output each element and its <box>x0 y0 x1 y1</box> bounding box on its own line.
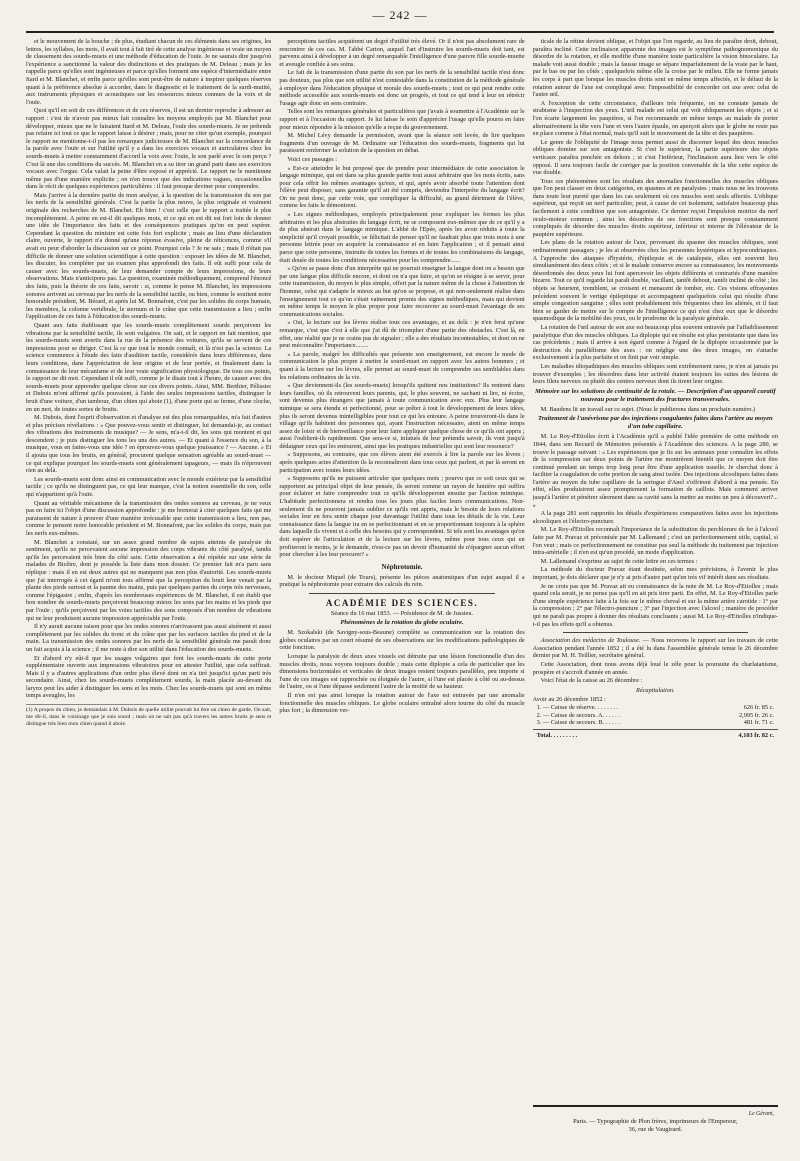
recap-amount: 2,995 fr. 26 c. <box>739 711 774 719</box>
paragraph: M. Michel Lévy demande la permission, avant que la séance soit levée, de lire quelques fragments d'un ouvrage de M. Ordinaire sur l'éducation des sourds-muets, fragments qui lui paraissent renfermer la solution de la question en débat. <box>279 132 525 155</box>
recapitulation-table <box>533 687 778 740</box>
recap-row <box>533 712 778 720</box>
recap-label: 2. — Caisse de secours. A. . . . . . <box>536 711 620 719</box>
paragraph: » Supposons qu'ils ne puissent articuler que quelques mots ; pourvu que ce soit ceux qui se rapportent au principal objet de leur pensée, ils seront comme un rayon de lumière qui suffira pour éclairer et faire comprendre tout ce qu'ils développeront ensuite par l'action mimique. L'habitude perfectionnera et rendra tous les jours plus faciles leurs communications. Non-seulement ils ne pourront jamais oublier ce qu'ils ont appris, mais le besoin de leurs relations sociales leur en fera sentir chaque jour davantage l'utilité dans tous les détails de la vie. Leur connaissance dans la langue ira en se perfectionnant et en se proportionnant toujours à la sphère dans laquelle ils vivent et à celle des besoins qui y correspondent. Si tels sont les avantages qu'on doit espérer de l'articulation et de la lecture sur les lèvres, même pour tous ceux qui en profiteront le moins, je le demande, n'est-ce pas un devoir d'humanité de n'épargner aucun effort pour chercher à les leur procurer? » <box>279 475 525 559</box>
paragraph: Il n'en est pas ainsi lorsque la rotation autour de l'axe est entravée par une anomalie fonctionnelle des muscles obliques. Le globe oculaire entraîné alors tourne du côté du muscle plus fort ; la dimension ver- <box>279 691 525 715</box>
paragraph: Les plans de la rotation autour de l'axe, provenant du spasme des muscles obliques, sont ordinairement passagers ; je les ai observées chez les personnes hystériques et hypocondriaques. A l'approche des attaques d'hystérie, d'épilepsie et de catalepsie, elles ont souvent lieu simultanément des deux côtés ; et si le malade conserve encore sa connaissance, les mouvements désordonnés des deux yeux lui font apercevoir les objets différents et contrariés d'une manière bizarre. Tout ce qu'il regarde lui paraît double, vacillant, tantôt debout, tantôt incliné de côté ; les objets se heurtent, tremblent, se croisent et menacent de tomber, etc. Ces visions effrayantes précèdent souvent le vertige épileptique et accompagnent quelquefois celui qui résulte d'une simple congestion sanguine ; elles sont probablement très fréquentes chez les aliénés, et il faut bien se garder de mettre sur le compte de l'intelligence ce qui n'est chez eux que le désordre spasmodique de la mobilité des yeux, ou le prodrome de la paralysie générale. <box>532 239 778 323</box>
gerant-signature: Le Gérant, <box>748 1111 774 1117</box>
paragraph-association <box>533 637 778 660</box>
paragraph: M. Szokalski (de Savigny-sous-Beaune) complète sa communication sur la rotation des globes oculaires par un court résumé de ses observations sur les modifications pathologiques de cette fonction. <box>279 629 525 652</box>
subheading-anevrisme: Traitement de l'anévrisme par des injections coagulantes faites dans l'artère au moyen d'un tube capillaire. <box>537 415 773 431</box>
page-number: — 242 — <box>372 8 428 22</box>
recap-total-row <box>533 729 778 740</box>
recap-amount: 626 fr. 85 c. <box>743 703 774 711</box>
paragraph: M. Lallemand s'exprime au sujet de cette lettre en ces termes : <box>540 557 698 565</box>
recap-total-label: Total. . . . . . . . . <box>536 731 578 739</box>
footnote: (1) A propos du chien, je demandais à M. Dubois de quelle utilité pouvait lui être un chien de garde. On sait, me dit-il, dans le voisinage que je suis sourd ; mais on ne sait pas qu'à travers les autres bruits je sens et distingue très bien mon chien quand il aboie. <box>26 704 271 727</box>
paragraph: « Est-ce atteindre le but proposé que de prendre pour intermédiaire de cette association le langage mimique, qui est dans sa plus grande partie tout aussi arbitraire que les mots écrits, sans pour cela offrir les mêmes avantages qu'eux, et qui, après avoir absorbé toute l'attention dont l'élève peut disposer, sans garantie qu'il ait été compris, deviendra l'interprète du langage écrit? On ne peut donc, par cette voie, que compliquer la difficulté, au grand détriment de l'élève, comme les faits le démontrent. <box>279 164 525 210</box>
subheading-rotule: Mémoire sur les solutions de continuité de la rotule. — Description d'un appareil curatif nouveau pour le traitement des fractures transversales. <box>534 387 776 403</box>
paragraph: » Qu'on se passe donc d'un interprète qui ne pourrait enseigner la langue dont on a besoin que par une langue plus difficile encore, et dont on n'a que faire, et qu'on se résigne à se servir, pour cette transmission, du moyen le plus simple, offert par la nature même de la chose à l'attention de l'homme, celui qui s'adapte le mieux au but qu'on se propose, et qui non-seulement réalise dans l'enseignement tout ce qu'on s'était vainement promis des signes méthodiques, mais qui devient en même temps le moyen le plus propre pour faire recouvrer au sourd-muet l'avantage de ses communications sociales. <box>279 265 525 318</box>
imprint-block <box>533 1105 778 1134</box>
paragraph: et le mouvement de la bouche ; de plus, étudiant chacun de ces éléments dans ses origines, les lettres, les syllabes, les mots, il avait tout à fait tiré de cette analyse ingénieuse et vraie un moyen de classement des sourds-muets et une méthode d'éducation de l'ouïe. Je ne saurais dire jusqu'où l'expérience a sanctionné la valeur des distinctions et des pratiques de M. Deleau ; mais je les rappelle parce qu'elles sont ingénieuses et parce qu'elles forment une espèce d'intermédiaire entre Itard et M. Blanchet, et enfin parce qu'elles sont peut-être de nature à inspirer quelques réserves quant à la préférence absolue à accorder, dans le diagnostic et le traitement de la surdi-mutité, aux instruments physiques et acoustiques sur les ressources mieux connues de la voix et de l'ouïe. <box>26 38 272 106</box>
section-divider <box>563 632 748 633</box>
paragraph: M. le docteur Miquel (de Tours), présente les pièces anatomiques d'un sujet auquel il a pratiqué la néphrotomie pour extraire des calculs du rein. <box>279 573 525 589</box>
paragraph: » Supposons, au contraire, que ces élèves aient été exercés à lire la parole sur les lèvres ; après quelques actes d'attention ils la reconnaîtront dans tous ceux qui parlent, et par là seront en participation avec toutes leurs idées. <box>279 451 525 474</box>
paragraph: Quoi qu'il en soit de ces différences et de ces réserves, il est un dernier reproche à adresser au rapport : c'est de n'avoir pas mieux fait connaître les moyens employés par M. Blanchet pour développer, mieux que ne le faisaient Itard et M. Deleau, l'ouïe des sourds-muets. Je ne prétends pas refaire ici tout ce que le rapport laisse à désirer ; mais, pour ne citer qu'un exemple, pourquoi le rapport ne mentionne-t-il pas les remarques judicieuses de M. Blanchet sur la concordance de la parole avec l'ouïe et sur l'utilité qu'il y a dans les exercices vocaux et auriculaires chez les sourds-muets à mettre constamment d'accord la voix avec l'ouïe, le son parlé avec le son perçu ? C'est là une des conditions du succès. M. Blanchet en a su tirer un grand parti dans ses exercices vocaux avec l'orgue. Cela valait la peine d'être exposé et apprécié. Le rapport ne le mentionne même pas d'une manière explicite ; on n'en trouve que des indications vagues, occasionnelles dans le récit de quelques expériences particulières : il faut presque deviner pour comprendre. <box>26 107 272 191</box>
recap-title: Récapitulation. <box>635 686 675 694</box>
paragraph: Telles sont les remarques générales et particulières que j'avais à soumettre à l'Académie sur le rapport et à l'occasion du rapport. Je lui laisse le soin d'apprécier l'usage qu'elle pourra en faire pour mieux répondre à la mission qu'elle a reçue du gouvernement. <box>279 108 525 131</box>
paragraph: » La parole, malgré les difficultés que présente son enseignement, est encore le mode de communication le plus propre à mettre le sourd-muet en rapport avec les autres hommes ; et quant à la lecture sur les lèvres, elle permet au sourd-muet de comprendre ses semblables dans les relations ordinaires de la vie. <box>279 350 525 381</box>
column-3 <box>533 38 778 1134</box>
paragraph: La rotation de l'œil autour de son axe est beaucoup plus souvent entravée par l'affaiblissement paralytique d'un des muscles obliques. La diplopie qui en résulte est plus persistante que dans les cas précédents ; mais il arrive à son égard comme à l'égard de la diplopie occasionnée par la destruction du parallélisme des axes : on néglige une des deux images, on s'attache exclusivement à la plus parfaite et on finit par voir simple. <box>532 323 778 362</box>
paragraph: M. Le Roy-d'Etiolles reconnaît l'importance de la substitution du perchlorure de fer à l'alcool faite par M. Pravaz et préconisée par M. Lallemand ; c'est un perfectionnement utile, capital, si l'on veut ; mais ce perfectionnement ne constitue pas seul la méthode du traitement par injection intra-artérielle ; il n'en est qu'un procédé, un mode d'application. <box>532 526 778 557</box>
association-title: Association des médecins de Toulouse. <box>540 637 641 645</box>
imprint-line: 36, rue de Vaugirard. <box>628 1126 683 1133</box>
recap-row <box>533 704 778 712</box>
paragraph: M. Dubois, dont l'esprit d'observation et d'analyse est des plus remarquables, m'a fait d'autres et plus précises révélations : « Que pouvez-vous sentir et distinguer, lui demandai-je, au contact des vibrations des instruments de musique? — Je sens, m'a-t-il dit, les sons qui montent et qui descendent ; je puis distinguer les tons les uns des autres. — Et quant à l'essence du son, à la musique, vous en faites-vous une idée ? en éprouvez-vous quelque jouissance ? — Aucune. » Et il ajouta que tous les bruits, en général, procurent quelque sensation agréable au sourd-muet — ce qui explique pourquoi les sourds-muets sont généralement tapageurs, — mais ils n'éprouvent rien au delà. <box>26 414 272 475</box>
paragraph: Quant au véritable mécanisme de la transmission des ondes sonores au cerveau, je ne veux pas en faire ici l'objet d'une discussion approfondie : je me bornerai à citer quelques faits qui me paraissent de nature à prouver d'une manière irrécusable que cette transmission a lieu, non pas, comme le pensent notre honorable président et M. Bonnafont, par les solides du corps, mais par les nerfs eux-mêmes. <box>26 499 272 537</box>
paragraph: Tous ces phénomènes sont les résultats des anomalies fonctionnelles des muscles obliques que l'on peut classer en deux catégories, en spasmes et en paralysies ; mais nous ne les trouvons dans toute leur pureté que dans les cas seulement où ces muscles sont seuls affectés. L'oblique supérieur, qui reçoit un nerf particulier, peut, à cause de cet isolement, satisfaire beaucoup plus facilement à cette condition que son antagoniste. Ce dernier reçoit l'impulsion motrice du nerf oculo-moteur commun ; ainsi les désordres de ses fonctions sont presque constamment compliqués de désordre des muscles droits supérieur, inférieur et interne de l'élévateur de la paupière supérieure. <box>532 177 778 238</box>
recap-avoir: Avoir au 26 décembre 1852 : <box>532 696 606 704</box>
recap-label: 3. — Caisse de secours. B. . . . . . <box>536 719 620 727</box>
paragraph: Le genre de l'obliquité de l'image nous permet aussi de discerner lequel des deux muscles obliques domine sur son antagoniste. Si c'est le supérieur, la partie supérieure des objets verticaux paraîtra penchée en dehors ; si c'est l'inférieur, l'inclinaison aura lieu vers le côté opposé. Il sera toujours facile de corriger par la position convenable de la tête cette espèce de vue double. <box>532 138 778 177</box>
paragraph: perceptions tactiles acquièrent un degré d'utilité très élevé. Or il n'est pas absolument rare de rencontrer de ces cas. M. l'abbé Carton, auquel l'art d'instruire les sourds-muets doit tant, est parvenu ainsi à développer à un degré remarquable l'intelligence d'une pauvre fille sourde-muette et aveugle confiée à ses soins. <box>279 38 525 68</box>
paragraph: M. Blanchet a constaté, sur un assez grand nombre de sujets atteints de paralysie du sentiment, qu'ils ne percevaient aucune impression des corps vibrants du côté paralysé, tandis qu'ils les percevaient très bien du côté sain. Cette observation a été répétée sur une série de malades de Bicêtre, dont je possède la liste dans mon dossier. Ce premier fait m'a paru sans réplique : mais il en est deux autres qui ne manquent pas non plus d'autorité. Les sourds-muets que j'ai interrogés à cet égard m'ont tous affirmé que la perception du bruit leur venait par la plante des pieds surtout et la paume des mains, puis par quelques parties du corps très nerveuses, comme l'épigastre ; enfin, d'après les nombreuses expériences de M. Blanchet, il est établi que bon nombre de sourds-muets perçoivent beaucoup mieux les sons par les mains et les pieds que par l'ouïe ; qu'ils perçoivent par les voies tactiles des sons composés d'un nombre de vibrations qui ne leur produisent aucune impression appréciable par l'ouïe. <box>26 538 272 622</box>
association-text: — Nous recevons le rapport sur les travaux de cette Association pendant l'année 1852 ; il a été lu dans l'assemblée générale tenue le 26 décembre dernier par M. H. Teillier, secrétaire général. <box>532 637 778 660</box>
recap-label: 1. — Caisse de réserve. . . . . . . . <box>536 703 619 711</box>
recap-row <box>533 719 778 727</box>
subheading-rotation: Phénomènes de la rotation du globe oculaire. <box>340 619 464 627</box>
column-2 <box>279 38 524 1134</box>
paragraph: » Les signes méthodiques, employés principalement pour expliquer les formes les plus arbitraires et les plus abstraites du langage écrit, ne se composent eux-mêmes que de ce qu'il y a de plus abstrait dans le langage mimique. L'abbé de l'Epée, après les avoir réduits à toute la simplicité qu'il croyait possible, se félicitait de penser qu'il ne faudrait plus que trois mois à une personne lettrée pour en acquérir la connaissance et en faire l'application ; et il pensait ainsi parce que cette personne, instruite de toutes les formes et de toutes les combinaisons du langage, était douée de toutes les conditions nécessaires pour les comprendre...... <box>279 211 525 264</box>
paragraph: A l'exception de cette circonstance, d'ailleurs très fréquente, on ne constate jamais de strabisme à l'inspection des yeux. L'œil malade est celui qui voit obliquement les objets ; et si l'on écarte largement les paupières, si l'on recommande en même temps au malade de porter alternativement la tête vers l'une et vers l'autre épaule, on aperçoit alors que le globe ne reste pas en place comme à l'état normal, mais qu'il suit le mouvement de la tête et des paupières. <box>532 99 778 138</box>
paragraph: Voici ces passages : <box>287 155 338 163</box>
paragraph: Voici l'état de la caisse au 26 décembre : <box>540 677 643 685</box>
paragraph: Cette Association, dont nous avons déjà loué le zèle pour la poursuite du charlatanisme, prospère et s'accroît d'année en année. <box>532 660 778 676</box>
text-columns <box>26 38 778 1134</box>
paragraph: La méthode du docteur Pravaz étant destinée, selon mes prévisions, à l'avenir le plus important, je dois déclarer que je n'y ai pris d'autre part qu'en très vif intérêt dans ses résultats. <box>532 566 778 581</box>
paragraph: A la page 281 sont rapportés les détails d'expériences comparatives faites avec les injections alcooliques et l'électro-puncture. <box>532 510 778 525</box>
column-1 <box>26 38 271 1134</box>
imprint-line: Paris. — Typographie de Plon frères, imprimeurs de l'Empereur, <box>573 1118 738 1125</box>
header-rule <box>26 31 774 33</box>
paragraph: ticale de la rétine devient oblique, et l'objet que l'on regarde, au lieu de paraître droit, debout, paraîtra incliné. Cette inclinaison apparente des images est le symptôme pathognomonique du désordre de la rotation, et elle modifie d'une manière toute particulière la vision binoculaire. La malade voit aussi double ; mais la fausse image se sépare imparfaitement de la vraie par le haut, par le bas ou par les côtés ; quelquefois même elle la croise par le milieu. Elle ne forme jamais les corps à part que lorsque les muscles droits sont en même temps affectés, et le défaut de la rotation autour de l'axe est compliqué avec l'impossibilité de concorder cet axe avec celui de l'autre œil. <box>532 38 778 99</box>
paragraph: Lorsque la paralysie de deux axes visuels est détruite par une lésion fonctionnelle d'un des muscles droits, nous voyons toujours double ; mais cette diplopie a cela de particulier que les dimensions horizontales et verticales de deux images restent toujours parallèles, peu importe si l'une de ces images est rapprochée ou éloignée de l'autre, si l'une est placée à côté ou au-dessus de l'autre, ou si l'une dépasse seulement l'autre de la moitié de sa hauteur. <box>279 652 525 691</box>
section-title-nephrotomie: Néphrotomie. <box>381 562 423 571</box>
paragraph: Je ne crois pas que M. Pravaz ait eu connaissance de la note de M. Le Roy-d'Etiolles ; mais quand cela serait, je ne pense pas qu'il en ait pris tirer parti. En effet, M. Le Roy-d'Etiolles parle d'une simple expérience faite à la fois sur le même cheval et sur la même artère carotide : 1° par la compression ; 2° par l'électro-puncture ; 3° par l'injection avec l'alcool ; manière de procéder qui ne paraît pas propre à donner des résultats concluants ; aussi M. Le Roy-d'Etiolles n'indique-t-il pas les effets qu'il a obtenus. <box>532 582 778 628</box>
paragraph: » Oui, la lecture sur les lèvres réalise tous ces avantages, et au delà : je n'en ferai qu'une remarque, c'est que c'est à elle que j'ai dû de triompher d'une partie des obstacles. C'est là, en effet, une réalité que je ne crains pas de signaler ; elle a des résultats incontestables, et dont on ne peut méconnaître l'importance........ <box>279 319 525 350</box>
paragraph: Les sourds-muets sont donc ainsi en communication avec le monde extérieur par la sensibilité tactile ; ce qu'ils ne distinguent pas, ce qui leur manque, c'est la notion essentielle du son, celle qui n'appartient qu'à l'ouïe. <box>26 475 272 499</box>
paragraph: M. Le Roy-d'Etiolles écrit à l'Académie qu'il a publié l'idée première de cette méthode en 1844, dans son Recueil de Mémoires présentés à l'Académie des sciences. A la page 280, se trouve le passage suivant : « Les expériences que je fis sur les animaux pour connaître les effets de la compression sur deux points de l'artère me montrèrent bientôt que ce moyen doit être continué pendant un temps trop long pour être d'une application usuelle. Je cherchai donc à faciliter la coagulation de cette portion de sang ainsi isolée. Des injections alcooliques faites dans l'artère au moyen du tube capillaire de la seringue d'Anel s'offrirent d'abord à ma pensée. En effet, elles produisirent assez promptement la formation de caillots. Mais comment arriver jusqu'à l'artère et pénétrer sûrement dans sa cavité sans la mettre au moins un peu à découvert?... » <box>532 433 778 509</box>
paragraph: Il n'y aurait aucune raison pour que les ondes sonores n'arrivassent pas aussi aisément et aussi complètement par les solides du tronc et du crâne que par les surfaces tactiles du pied et de la main. La transmission des ondes sonores par les nerfs de la sensibilité générale me paraît donc un fait acquis à la science ; il me reste à dire son utilité dans l'éducation des sourds-muets. <box>26 623 272 653</box>
recap-total-amount: 4,103 fr. 82 c. <box>738 731 774 739</box>
paragraph: Quant aux faits établissant que les sourds-muets complètement sourds perçoivent les vibrations par la sensibilité tactile, ils sont vulgaires. On sait, et le rapport en fait mention, que les sourds-muets sont avertis dans la rue de la présence des voitures, qu'ils se servent de ces impressions pour se diriger. C'est là ce que tout le monde connaît, et là n'est pas la science. La science commence à l'étude des faits d'audition tactile, considérés dans leurs différences, dans leurs conditions, dans l'appréciation de leur origine et de leur portée, et finalement dans la connaissance de leur mécanisme et de leur vraie signification physiologique. De tous ces points, le rapport ne dit mot. Cependant il eût suffi, comme je le disais tout à l'heure, de causer avec des sourds-muets pour apprendre quelque chose sur ces divers points. Ainsi, MM. Berthier, Pélissier et Dubois m'ont affirmé qu'ils pouvaient, à l'aide des seules impressions tactiles, distinguer le bruit d'une voiture, d'un tambour, d'un chien qui aboie (1), d'une porte qui se ferme, d'une cloche, en un mot, de toutes sortes de bruits. <box>26 321 272 413</box>
paragraph: M. Baudens lit un travail sur ce sujet. (Nous le publierons dans un prochain numéro.) <box>540 405 756 413</box>
section-divider <box>309 593 494 594</box>
paragraph: » Que deviennent-ils (les sourds-muets) lorsqu'ils quittent nos institutions? Ils rentrent dans leurs familles, où ils retrouvent leurs parents, qui, le plus souvent, ne sachant ni lire, ni écrire, sont devenus plus étrangers que jamais à toute communication avec eux. Plus leur langage mimique se sera étendu et perfectionné, pour se prêter à tout le développement de leurs idées, plus ils seront devenus inintelligibles pour tout ce qui les entoure. A peine trouveront-ils dans le village qu'ils habitent des personnes qui, ayant l'instruction nécessaire, aient en même temps assez de loisir et de bienveillance pour leur faire appliquer quelque chose de ce qu'ils ont appris ; aussi l'oublient-ils rapidement. Que sera-ce si, infatués de leur prétendu savoir, ils vont jusqu'à dédaigner ceux qui les entourent, ainsi que les pratiques industrielles qui sont leur ressource? <box>279 382 525 450</box>
paragraph: Et d'abord n'y eût-il que les usages vulgaires que font les sourds-muets de cette porte supplémentaire ouverte aux impressions vibratoires pour en attester l'utilité, que cela suffirait. Mais il y a d'autres applications d'un ordre plus élevé dont on n'a tiré jusqu'ici qu'un parti très secondaire. Ainsi, chez les sourds-muets complètement sourds, la main placée au-devant du larynx peut les aider à distinguer les sons et les mots. Chez les sourds-muets qui sont en même temps aveugles, les <box>26 654 272 700</box>
section-heading-academie: ACADÉMIE DES SCIENCES. <box>325 597 479 608</box>
page-header <box>0 6 800 24</box>
paragraph: Mais j'arrive à la dernière partie de mon analyse, à la question de la transmission du son par les nerfs de la sensibilité générale. C'est la partie la plus neuve, la plus originale et vraiment originale des recherches de M. Blanchet. Eh bien ! c'est celle que le rapport a traitée le plus incomplètement. A peine en est-il dit quelques mots, et ce qui en est dit est fort loin de donner une idée de l'importance des faits et des conséquences pratiques qu'on en peut espérer. Cependant la question du ministre est cette fois fort explicite ; mais au lieu d'une déclaration claire, ouverte, le rapport n'a donné qu'une réponse évasive, pleine de réticences, comme s'il avait eu peur d'aborder la discussion sur ce point. Pourquoi cela ? Je ne sais ; mais il n'était pas difficile de donner une solution scientifique à cette question : exposer les idées de M. Blanchet, les discuter, les compléter par un examen plus approfondi des faits. Il eût suffi pour cela de causer avec les sourds-muets, de leur demander compte de leurs impressions, de leurs observations. Mais n'anticipons pas. La question, examinée méthodiquement, comprend l'énoncé des faits, puis la théorie de ces faits, savoir : si, comme le pense M. Blanchet, les impressions sonores arrivent au cerveau par les nerfs de la sensibilité tactile, ou bien, comme le soutient notre honorable président, M. Bérard, et après lui M. Bonnafont, c'est par les solides du corps humain, les membres, la colonne vertébrale, le sternum et le crâne que cette transmission a lieu ; enfin l'application de ces faits à l'éducation des sourds-muets. <box>26 191 272 321</box>
paragraph: Les maladies idiopathiques des muscles obliques sont extrêmement rares, je n'en ai jamais pu trouver d'exemples ; les désordres dans leur activité étaient toujours les suites des lésions de leurs filets nerveux ou plutôt des centres nerveux dont ils tirent leur origine. <box>532 362 778 386</box>
paragraph: Le fait de la transmission d'une partie du son par les nerfs de la sensibilité tactile n'est donc pas douteux, pas plus que son utilité n'est contestable dans la constitution de la méthode générale à employer dans l'éducation physique et morale des sourds-muets ; tout ce qui peut rendre cette méthode accessible aux sourds-muets est donc un progrès, et tout ce qui tend à leur en rétrécir l'usage agir donc en sens contraire. <box>279 69 525 107</box>
recap-amount: 481 fr. 71 c. <box>743 719 774 727</box>
seance-line: Séance du 16 mai 1853. — Présidence de M. de Jussieu. <box>330 609 474 617</box>
